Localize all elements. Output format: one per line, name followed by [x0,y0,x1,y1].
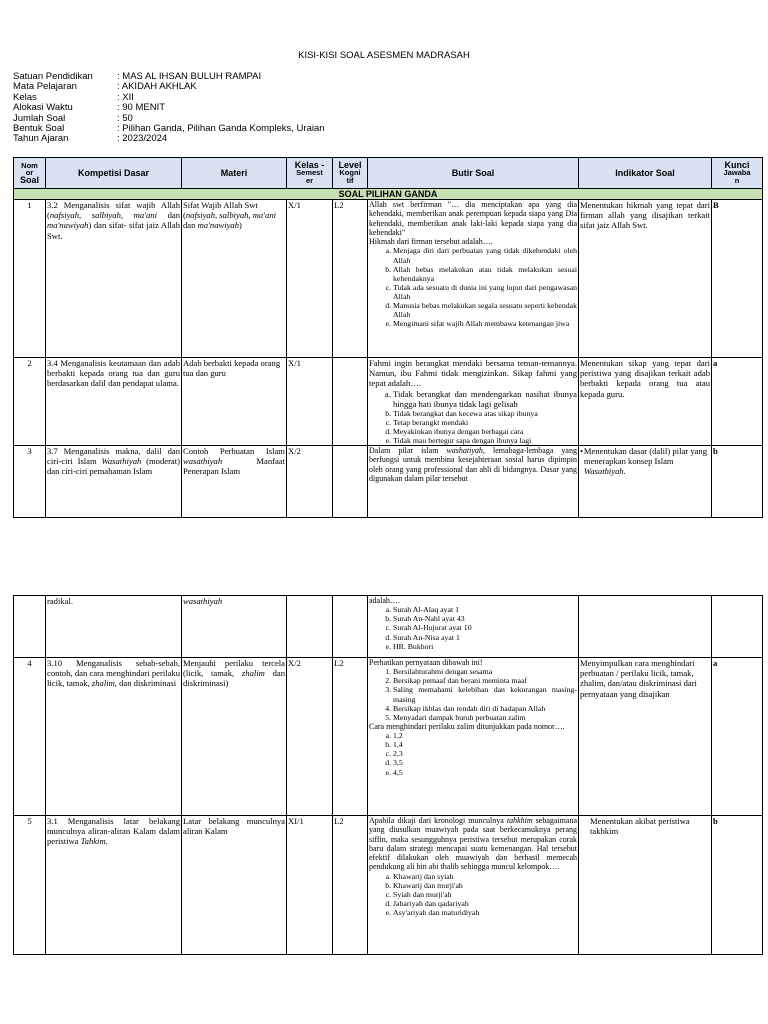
answer-option: c. Syiah dan murji'ah [393,890,577,899]
level-kognitif [333,358,368,446]
kompetisi-dasar: radikal. [46,596,182,658]
table-row [14,200,763,358]
kunci-jawaban: b [712,445,763,517]
meta-row [13,134,325,144]
answer-option: b. Tidak berangkat dan kecewa atas sikap ibunya [393,409,577,418]
statement-item: 3. Saling memahami kelebihan dan kekurangan masing-masing [393,685,577,703]
meta-value: : XII [117,91,134,103]
section-label: SOAL PILIHAN GANDA [14,189,763,200]
kelas-semester: X/1 [287,200,333,358]
kunci-jawaban: a [712,358,763,446]
statement-item: 2. Bersikap pemaaf dan berani meminta maaf [393,676,577,685]
answer-option: d. Jabariyah dan qadariyah [393,899,577,908]
butir-soal [368,358,579,446]
level-kognitif: L2 [333,658,368,816]
level-kognitif [333,596,368,658]
kompetisi-dasar: 3.1 Menganalisis latar belakang munculnya aliran-aliran Kalam dalam peristiwa Tahkim. [46,816,182,955]
kunci-jawaban [712,596,763,658]
answer-option: c. 2,3 [393,749,577,758]
question-number: 1 [14,200,46,358]
kisi-kisi-table-page-1 [13,157,763,518]
question-number: 2 [14,358,46,446]
header-level-kognitif: Level Kogni tif [333,158,368,189]
question-stem: Allah swt berfirman "… dia menciptakan apa yang dia kehendaki, memberikan anak perempuan kepada siapa yang Dia kehendaki, memberikan anak laki-laki kepada siapa yang dia kehendaki" [369,200,577,237]
header-butir-soal: Butir Soal [368,158,579,189]
answer-options [369,731,577,776]
kunci-jawaban: B [712,200,763,358]
question-stem: Apabila dikaji dari kronologi munculnya tahkhim sebagaimana yang diusulkan muawiyah pada saat berkecamuknya perang siffin, maka sesungguhnya peristiwa tersebut merupakan corak baru dalam strategi mencapai suatu kemenangan. Hal tersebut efektif dilakukan oleh muawiyah dan berhasil memecah pendukung ali bin abi thalib sehingga muncul kelompok…. [369,816,577,872]
materi: Sifat Wajib Allah Swt (nafsiyah, salbiyah, ma'ani dan ma'nawiyah) [182,200,287,358]
answer-options [369,389,577,445]
answer-option: d. Manusia bebas melakukan segala sesuatu seperti kehendak Allah [393,301,577,319]
answer-option: b. Khawarij dan murji'ah [393,881,577,890]
butir-soal [368,200,579,358]
bullet-icon: • [580,445,584,456]
document-title: KISI-KISI SOAL ASESMEN MADRASAH [298,50,470,61]
question-number: 5 [14,816,46,955]
header-materi: Materi [182,158,287,189]
butir-soal: Dalam pilar islam washatiyah, lemabaga-lembaga yang berfungsi untuk membina kesejahteraan sosial harus dipimpin oleh orang yang professional dan ahli di bidangnya. Dasar yang digunakan dalam pilar tersebut [368,445,579,517]
meta-value: : MAS AL IHSAN BULUH RAMPAI [117,71,262,82]
meta-label: Tahun Ajaran [13,133,69,145]
level-kognitif [333,445,368,517]
kompetisi-dasar: 3.10 Menganalisis sebab-sebab, contoh, dan cara menghindari perilaku licik, tamak, zhalim, dan diskriminasi [46,658,182,816]
answer-option: e. 4,5 [393,768,577,777]
answer-option: a. Tidak berangkat dan mendengarkan nasihat ibunya hingga hati ibunya tidak lagi gelisah [393,389,577,409]
answer-option: c. Surah Al-Hujurat ayat 10 [393,623,577,632]
answer-option: c. Tidak ada sesuatu di dunia ini yang luput dari pengawasan Allah [393,283,577,301]
meta-value: : AKIDAH AKHLAK [117,81,197,93]
level-kognitif: L2 [333,816,368,955]
answer-option: b. 1,4 [393,740,577,749]
answer-option: a. 1,2 [393,731,577,740]
question-stem: Fahmi ingin berangkat mendaki bersama teman-temannya. Namun, ibu Fahmi tidak mengizinkan. Sikap fahmi yang tepat adalah…. [369,358,577,389]
header-kunci-jawaban: Kunci Jawaba n [712,158,763,189]
question-stem: adalah…. [369,596,400,605]
question-prompt: Hikmah dari firman tersebut adalah…. [369,237,493,247]
materi: wasathiyah [182,596,287,658]
materi: Latar belakang munculnya aliran Kalam [182,816,287,955]
answer-options [369,246,577,328]
meta-value: : Pilihan Ganda, Pilihan Ganda Kompleks, Uraian [117,123,325,135]
meta-label: Jumlah Soal [13,112,66,124]
table-row [14,358,763,446]
question-number: 3 [14,445,46,517]
answer-option: c. Tetap berangkt mendaki [393,418,577,427]
answer-option: a. Menjaga diri dari perbuatan yang tidak dikehendaki oleh Allah [393,246,577,264]
indikator-soal: • Menentukan dasar (dalil) pilar yang menerapkan konsep Islam Wasathiyah. [579,445,712,517]
statement-item: 1. Bersilahturahmi dengan sesama [393,667,577,676]
kunci-jawaban: b [712,816,763,955]
answer-option: e. Tidak mau bertegur sapa dengan ibunya lagi [393,436,577,445]
table-header-row [14,158,763,189]
answer-option: e. Asy'ariyah dan maturidiyah [393,908,577,917]
question-prompt: Cara menghindari perilaku zalim ditunjukkan pada nomor…. [369,721,565,731]
meta-row [13,82,325,92]
answer-option: a. Surah Al-Alaq ayat 1 [393,605,577,614]
answer-option: e. Mengimani sifat wajib Allah membawa ketenangan jiwa [393,319,577,328]
answer-option: b. Surah An-Nahl ayat 43 [393,614,577,623]
document-meta [13,72,325,145]
answer-option: d. 3,5 [393,758,577,767]
answer-options [369,872,577,917]
table-row [14,816,763,955]
level-kognitif: L2 [333,200,368,358]
kompetisi-dasar: 3.4 Menganalisis keutamaan dan adab berbakti kepada orang tua dan guru berdasarkan dalil dan pendapat ulama. [46,358,182,446]
answer-option: b. Allah bebas melakukan atau tidak melakukan sesuai kehendaknya [393,265,577,283]
kelas-semester: X/1 [287,358,333,446]
kelas-semester: X/2 [287,658,333,816]
question-number [14,596,46,658]
indikator-soal: Menentukan akibat peristiwa takhkim [579,816,712,955]
table-row-continued [14,596,763,658]
butir-soal [368,596,579,658]
question-stem: Perhatikan pernyataan dibawah ini! [369,658,483,667]
indikator-soal: Menyimpulkan cara menghindari perbuatan / perilaku licik, tamak, zhalim, dan/atau diskriminasi dari pernyataan yang disajikan [579,658,712,816]
statement-item: 5. Menyadari dampak buruh perbuatan zalim [393,713,577,722]
header-kompetisi-dasar: Kompetisi Dasar [46,158,182,189]
section-row [14,189,763,200]
answer-option: a. Khawarij dan syiah [393,872,577,881]
meta-label: Kelas [13,91,37,103]
header-nomor: Nom or Soal [14,158,46,189]
statement-list [369,667,577,722]
butir-soal [368,658,579,816]
meta-label: Bentuk Soal [13,123,65,135]
table-row [14,658,763,816]
kelas-semester: X/2 [287,445,333,517]
materi: Contoh Perbuatan Islam wasathiyah Manfaat Penerapan Islam [182,445,287,517]
meta-label: Mata Pelajaran [13,81,77,93]
materi: Adab berbakti kepada orang tua dan guru [182,358,287,446]
meta-value: : 50 [117,112,133,124]
question-number: 4 [14,658,46,816]
kunci-jawaban: a [712,658,763,816]
answer-option: d. Meyakinkan ibunya dengan berbagai cara [393,427,577,436]
meta-value: : 90 MENIT [117,102,166,114]
table-row [14,445,763,517]
kompetisi-dasar: 3.7 Menganalisis makna, dalil dan ciri-ciri Islam Wasathiyah (moderat) dan ciri-ciri pemahaman Islam [46,445,182,517]
answer-option: e. HR. Bukhori [393,642,577,651]
header-kelas-semester: Kelas - Semest er [287,158,333,189]
kisi-kisi-table-page-2 [13,595,763,955]
kompetisi-dasar: 3.2 Menganalisis sifat wajib Allah (nafsiyah, salbiyah, ma'ani dan ma'nawiyah) dan sifat- sifat jaiz Allah Swt. [46,200,182,358]
header-indikator-soal: Indikator Soal [579,158,712,189]
kelas-semester: XI/1 [287,816,333,955]
kelas-semester [287,596,333,658]
answer-options [369,605,577,650]
butir-soal [368,816,579,955]
materi: Menjauhi perilaku tercela (licik, tamak, zhalim dan diskriminasi) [182,658,287,816]
meta-value: : 2023/2024 [117,133,168,145]
indikator-soal [579,596,712,658]
indikator-soal: Menentukan sikap yang tepat dari peristiwa yang disajikan terkait adab berbakti kepada orang tua atau kepada guru. [579,358,712,446]
indikator-soal: Menentukan hikmah yang tepat dari firman allah yang disajikan terkait sifat jaiz Allah Swt. [579,200,712,358]
answer-option: d. Surah An-Nisa ayat 1 [393,633,577,642]
meta-label: Alokasi Waktu [13,102,73,114]
meta-label: Satuan Pendidikan [13,71,93,82]
statement-item: 4. Bersikap ikhlas dan rendah diri di hadapan Allah [393,704,577,713]
